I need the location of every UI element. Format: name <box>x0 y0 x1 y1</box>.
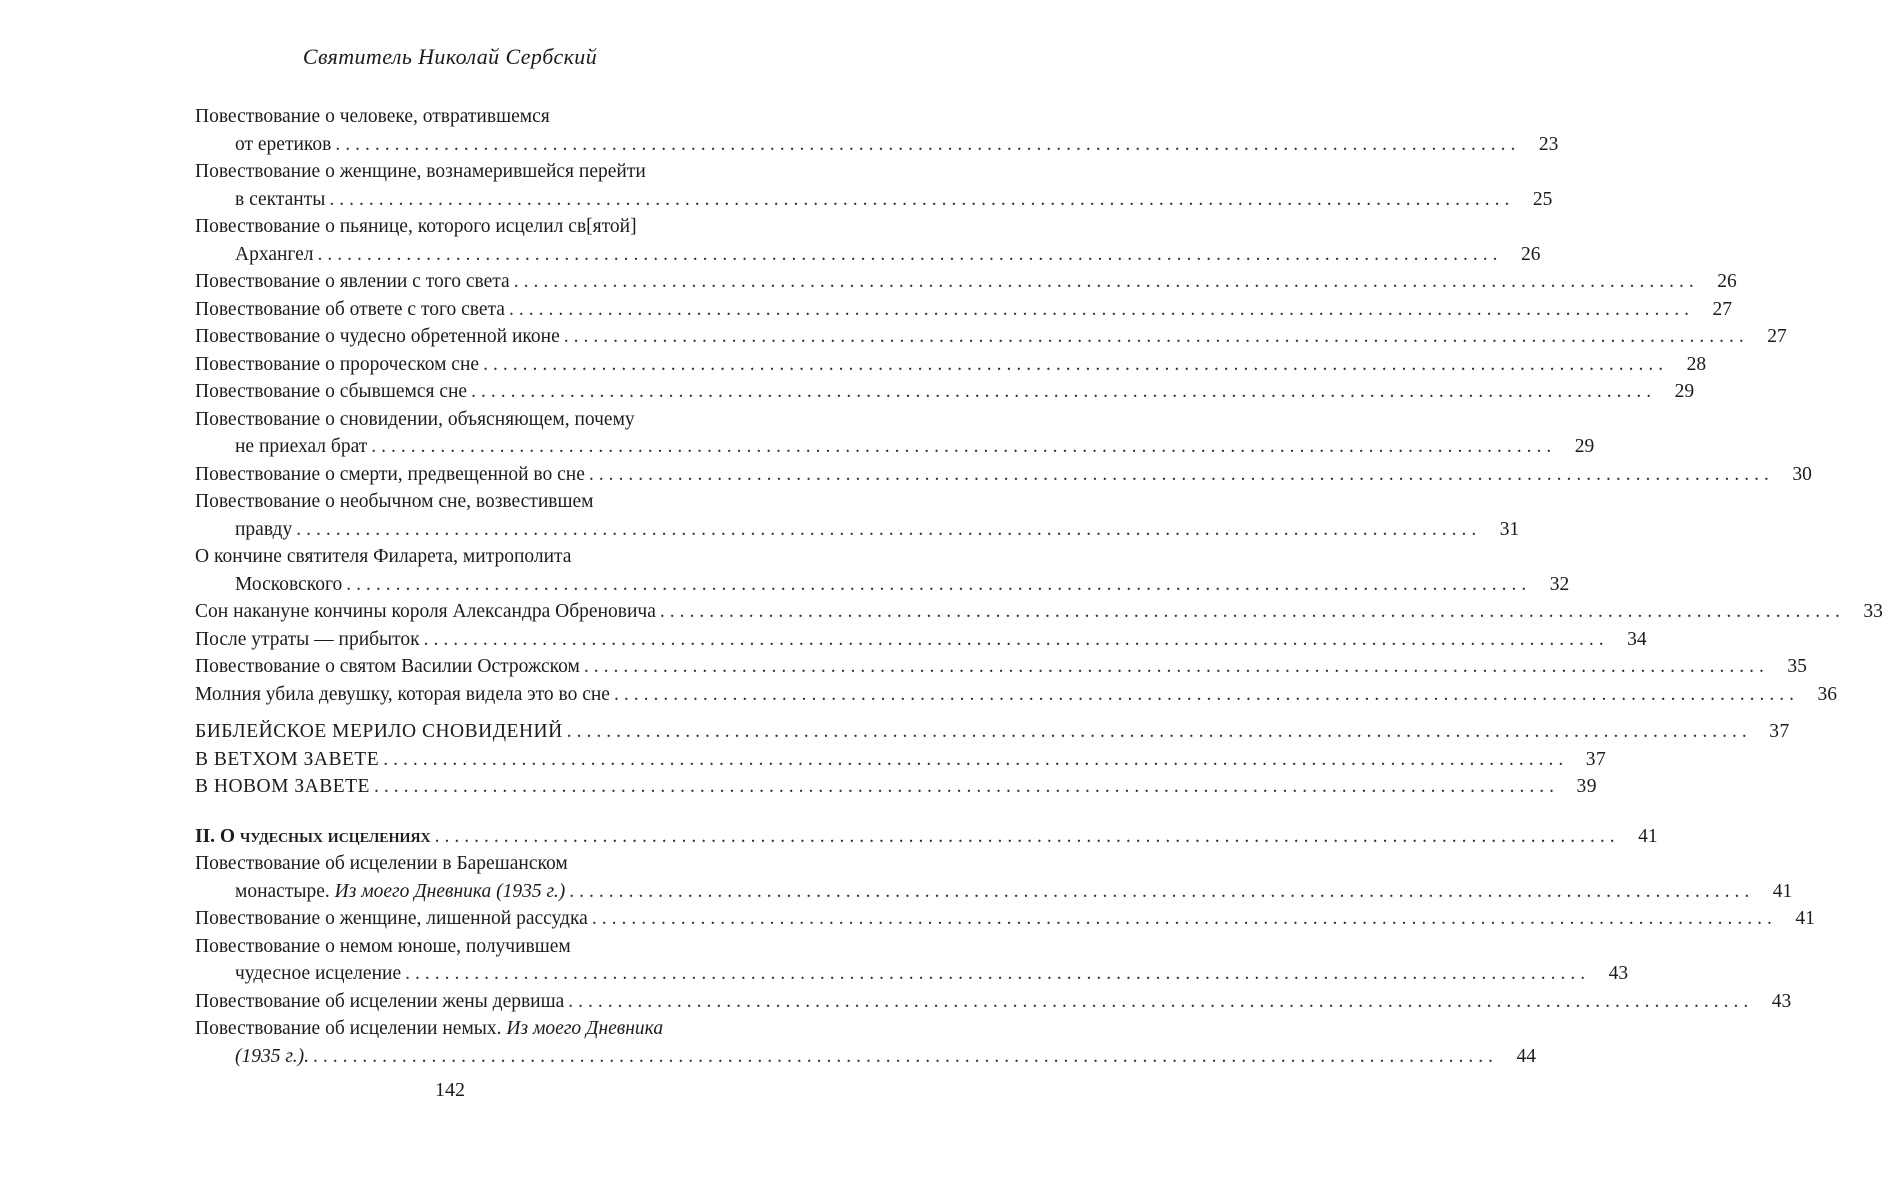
entry-title: Повествование о женщине, лишенной рассудка <box>195 908 588 929</box>
toc-entry[interactable] <box>195 461 1812 489</box>
toc-entry[interactable] <box>195 653 1807 681</box>
entry-title-line <box>195 103 775 131</box>
leader-dots: ........................................................................................................................ <box>329 188 1515 210</box>
entry-title-line <box>195 158 775 186</box>
page-number: 39 <box>1576 776 1597 797</box>
page-number: 29 <box>1674 381 1695 402</box>
entry-source-note: Из моего Дневника (1935 г.) <box>334 880 566 902</box>
toc-entry[interactable] <box>195 323 1787 351</box>
section-heading: II. О чудесных исцелениях <box>195 825 431 847</box>
toc-group-dreams <box>195 103 1883 708</box>
entry-source-note: Из моего Дневника <box>506 1018 664 1039</box>
entry-source-note: (1935 г.). <box>235 1045 309 1067</box>
entry-line <box>195 718 1790 746</box>
page-number: 35 <box>1787 656 1807 677</box>
leader-dots: ........................................................................................................................ <box>568 990 1754 1012</box>
leader-dots: ........................................................................................................................ <box>563 326 1749 347</box>
entry-title-continued: монастыре. <box>235 880 330 902</box>
toc-group-biblical <box>195 718 1790 801</box>
toc-entry[interactable] <box>195 850 1793 905</box>
leader-dots: ........................................................................................................................ <box>312 1045 1498 1067</box>
leader-dots: ........................................................................................................................ <box>383 748 1569 770</box>
entry-line <box>195 653 1807 681</box>
entry-title: О кончине святителя Филарета, митрополита <box>195 546 572 567</box>
entry-continuation <box>195 878 1793 906</box>
toc-entry[interactable] <box>195 378 1695 406</box>
entry-title: Повествование об ответе с того света <box>195 298 505 320</box>
entry-line <box>195 351 1707 379</box>
toc-entry[interactable] <box>195 681 1837 709</box>
page-number: 25 <box>1532 188 1553 210</box>
leader-dots: ........................................................................................................................ <box>471 381 1657 402</box>
section-heading-entry[interactable] <box>195 823 1658 851</box>
leader-dots: ........................................................................................................................ <box>483 353 1669 375</box>
leader-dots: ........................................................................................................................ <box>335 133 1521 155</box>
entry-title: Повествование о явлении с того света <box>195 271 510 292</box>
entry-title-continued: Архангел <box>235 243 314 265</box>
toc-entry[interactable] <box>195 773 1597 801</box>
page-number: 26 <box>1717 271 1737 292</box>
entry-title: Повествование о необычном сне, возвестившем <box>195 491 594 512</box>
entry-title-line <box>195 406 775 434</box>
entry-continuation <box>195 433 1595 461</box>
page-number: 29 <box>1574 436 1595 457</box>
toc-entry[interactable] <box>195 488 1520 543</box>
toc-entry[interactable] <box>195 598 1883 626</box>
entry-line <box>195 905 1815 933</box>
page-number: 34 <box>1627 628 1647 650</box>
entry-title-line <box>195 1015 775 1043</box>
entry-title: БИБЛЕЙСКОЕ МЕРИЛО СНОВИДЕНИЙ <box>195 721 563 742</box>
entry-continuation <box>195 571 1570 599</box>
toc-entry[interactable] <box>195 1015 1536 1070</box>
leader-dots: ........................................................................................................................ <box>508 298 1694 320</box>
leader-dots: ........................................................................................................................ <box>569 880 1755 902</box>
entry-title: Повествование об исцелении жены дервиша <box>195 990 565 1012</box>
entry-title-continued: не приехал брат <box>235 436 368 457</box>
leader-dots: ........................................................................................................................ <box>566 721 1752 742</box>
toc-entry[interactable] <box>195 406 1595 461</box>
leader-dots: ........................................................................................................................ <box>434 825 1620 847</box>
entry-title: Повествование о чудесно обретенной иконе <box>195 326 560 347</box>
entry-title: Повествование об исцелении в Барешанском <box>195 853 568 874</box>
toc-entry[interactable] <box>195 268 1737 296</box>
running-head: Святитель Николай Сербский <box>302 44 598 69</box>
leader-dots: ........................................................................................................................ <box>659 601 1845 622</box>
page-number: 28 <box>1686 353 1707 375</box>
page-number: 27 <box>1767 326 1787 347</box>
leader-dots: ........................................................................................................................ <box>371 436 1557 457</box>
entry-line <box>195 323 1787 351</box>
page-number: 43 <box>1608 963 1629 984</box>
leader-dots: ........................................................................................................................ <box>588 463 1774 485</box>
entry-title: Повествование о пророческом сне <box>195 353 480 375</box>
toc-entry[interactable] <box>195 103 1559 158</box>
entry-continuation <box>195 960 1629 988</box>
entry-title: Повествование о смерти, предвещенной во сне <box>195 463 585 485</box>
page-number: 41 <box>1638 825 1658 847</box>
entry-title: Повествование о немом юноше, получившем <box>195 935 571 957</box>
toc-entry[interactable] <box>195 933 1629 988</box>
entry-line <box>195 626 1647 654</box>
leader-dots: ........................................................................................................................ <box>296 518 1482 540</box>
entry-title-line <box>195 488 775 516</box>
entry-continuation <box>195 186 1553 214</box>
page-number: 30 <box>1792 463 1812 485</box>
entry-line <box>195 461 1812 489</box>
leader-dots: ........................................................................................................................ <box>583 656 1769 677</box>
table-of-contents <box>195 103 1883 1070</box>
entry-title: Повествование о человеке, отвратившемся <box>195 106 550 127</box>
entry-title: После утраты — прибыток <box>195 628 420 650</box>
entry-title-continued: от еретиков <box>235 133 332 155</box>
toc-entry[interactable] <box>195 905 1815 933</box>
page-number: 33 <box>1863 601 1883 622</box>
page-number: 27 <box>1712 298 1732 320</box>
leader-dots: ........................................................................................................................ <box>513 271 1699 292</box>
page-number: 41 <box>1772 880 1793 902</box>
entry-continuation <box>195 516 1520 544</box>
entry-line <box>195 598 1883 626</box>
page-number: 23 <box>1538 133 1559 155</box>
leader-dots: ........................................................................................................................ <box>423 628 1609 650</box>
toc-entry[interactable] <box>195 351 1707 379</box>
page-number: 37 <box>1585 748 1607 770</box>
entry-title: Повествование о святом Василии Острожском <box>195 656 580 677</box>
toc-entry[interactable] <box>195 158 1553 213</box>
toc-entry[interactable] <box>195 626 1647 654</box>
entry-continuation <box>195 241 1541 269</box>
entry-title: Повествование о сбывшемся сне <box>195 381 468 402</box>
page-number: 37 <box>1769 721 1790 742</box>
entry-title: В НОВОМ ЗАВЕТЕ <box>195 776 370 797</box>
entry-line <box>195 681 1837 709</box>
entry-title-line <box>195 850 775 878</box>
page-number: 26 <box>1521 243 1541 265</box>
toc-group-healings <box>195 850 1815 1070</box>
entry-title: Повествование об исцелении немых. <box>195 1018 502 1039</box>
leader-dots: ........................................................................................................................ <box>591 908 1777 929</box>
entry-title: Повествование о женщине, вознамерившейся перейти <box>195 161 646 182</box>
leader-dots: ........................................................................................................................ <box>317 243 1503 265</box>
toc-entry[interactable] <box>195 988 1792 1016</box>
leader-dots: ........................................................................................................................ <box>373 776 1559 797</box>
page-number: 44 <box>1516 1045 1536 1067</box>
entry-continuation <box>195 1043 1536 1071</box>
entry-title: Молния убила девушку, которая видела это во сне <box>195 683 610 705</box>
toc-entry[interactable] <box>195 718 1790 746</box>
entry-title-continued: чудесное исцеление <box>235 963 402 984</box>
page-number: 43 <box>1771 990 1792 1012</box>
entry-line <box>195 773 1597 801</box>
page-number: 32 <box>1549 573 1570 595</box>
toc-entry[interactable] <box>195 746 1607 774</box>
leader-dots: ........................................................................................................................ <box>346 573 1532 595</box>
entry-line <box>195 268 1737 296</box>
entry-title-line <box>195 543 775 571</box>
entry-title-line <box>195 933 775 961</box>
page-number: 36 <box>1817 683 1837 705</box>
entry-line <box>195 378 1695 406</box>
entry-continuation <box>195 131 1559 159</box>
entry-title: Сон накануне кончины короля Александра Обреновича <box>195 601 656 622</box>
entry-title: Повествование о сновидении, объясняющем, почему <box>195 408 635 430</box>
entry-title-continued: в сектанты <box>235 188 326 210</box>
entry-line <box>195 746 1607 774</box>
toc-entry[interactable] <box>195 296 1732 324</box>
entry-title: В ВЕТХОМ ЗАВЕТЕ <box>195 748 380 770</box>
leader-dots: ........................................................................................................................ <box>405 963 1591 984</box>
entry-title-continued: правду <box>235 518 293 540</box>
page-number: 31 <box>1499 518 1520 540</box>
toc-entry[interactable] <box>195 543 1570 598</box>
leader-dots: ........................................................................................................................ <box>613 683 1799 705</box>
toc-entry[interactable] <box>195 213 1541 268</box>
entry-title-continued: Московского <box>235 573 343 595</box>
entry-title-line <box>195 213 775 241</box>
entry-title: Повествование о пьянице, которого исцелил св[ятой] <box>195 216 637 237</box>
entry-line <box>195 296 1732 324</box>
folio-number: 142 <box>435 1079 465 1101</box>
entry-line <box>195 988 1792 1016</box>
page-number: 41 <box>1795 908 1815 929</box>
